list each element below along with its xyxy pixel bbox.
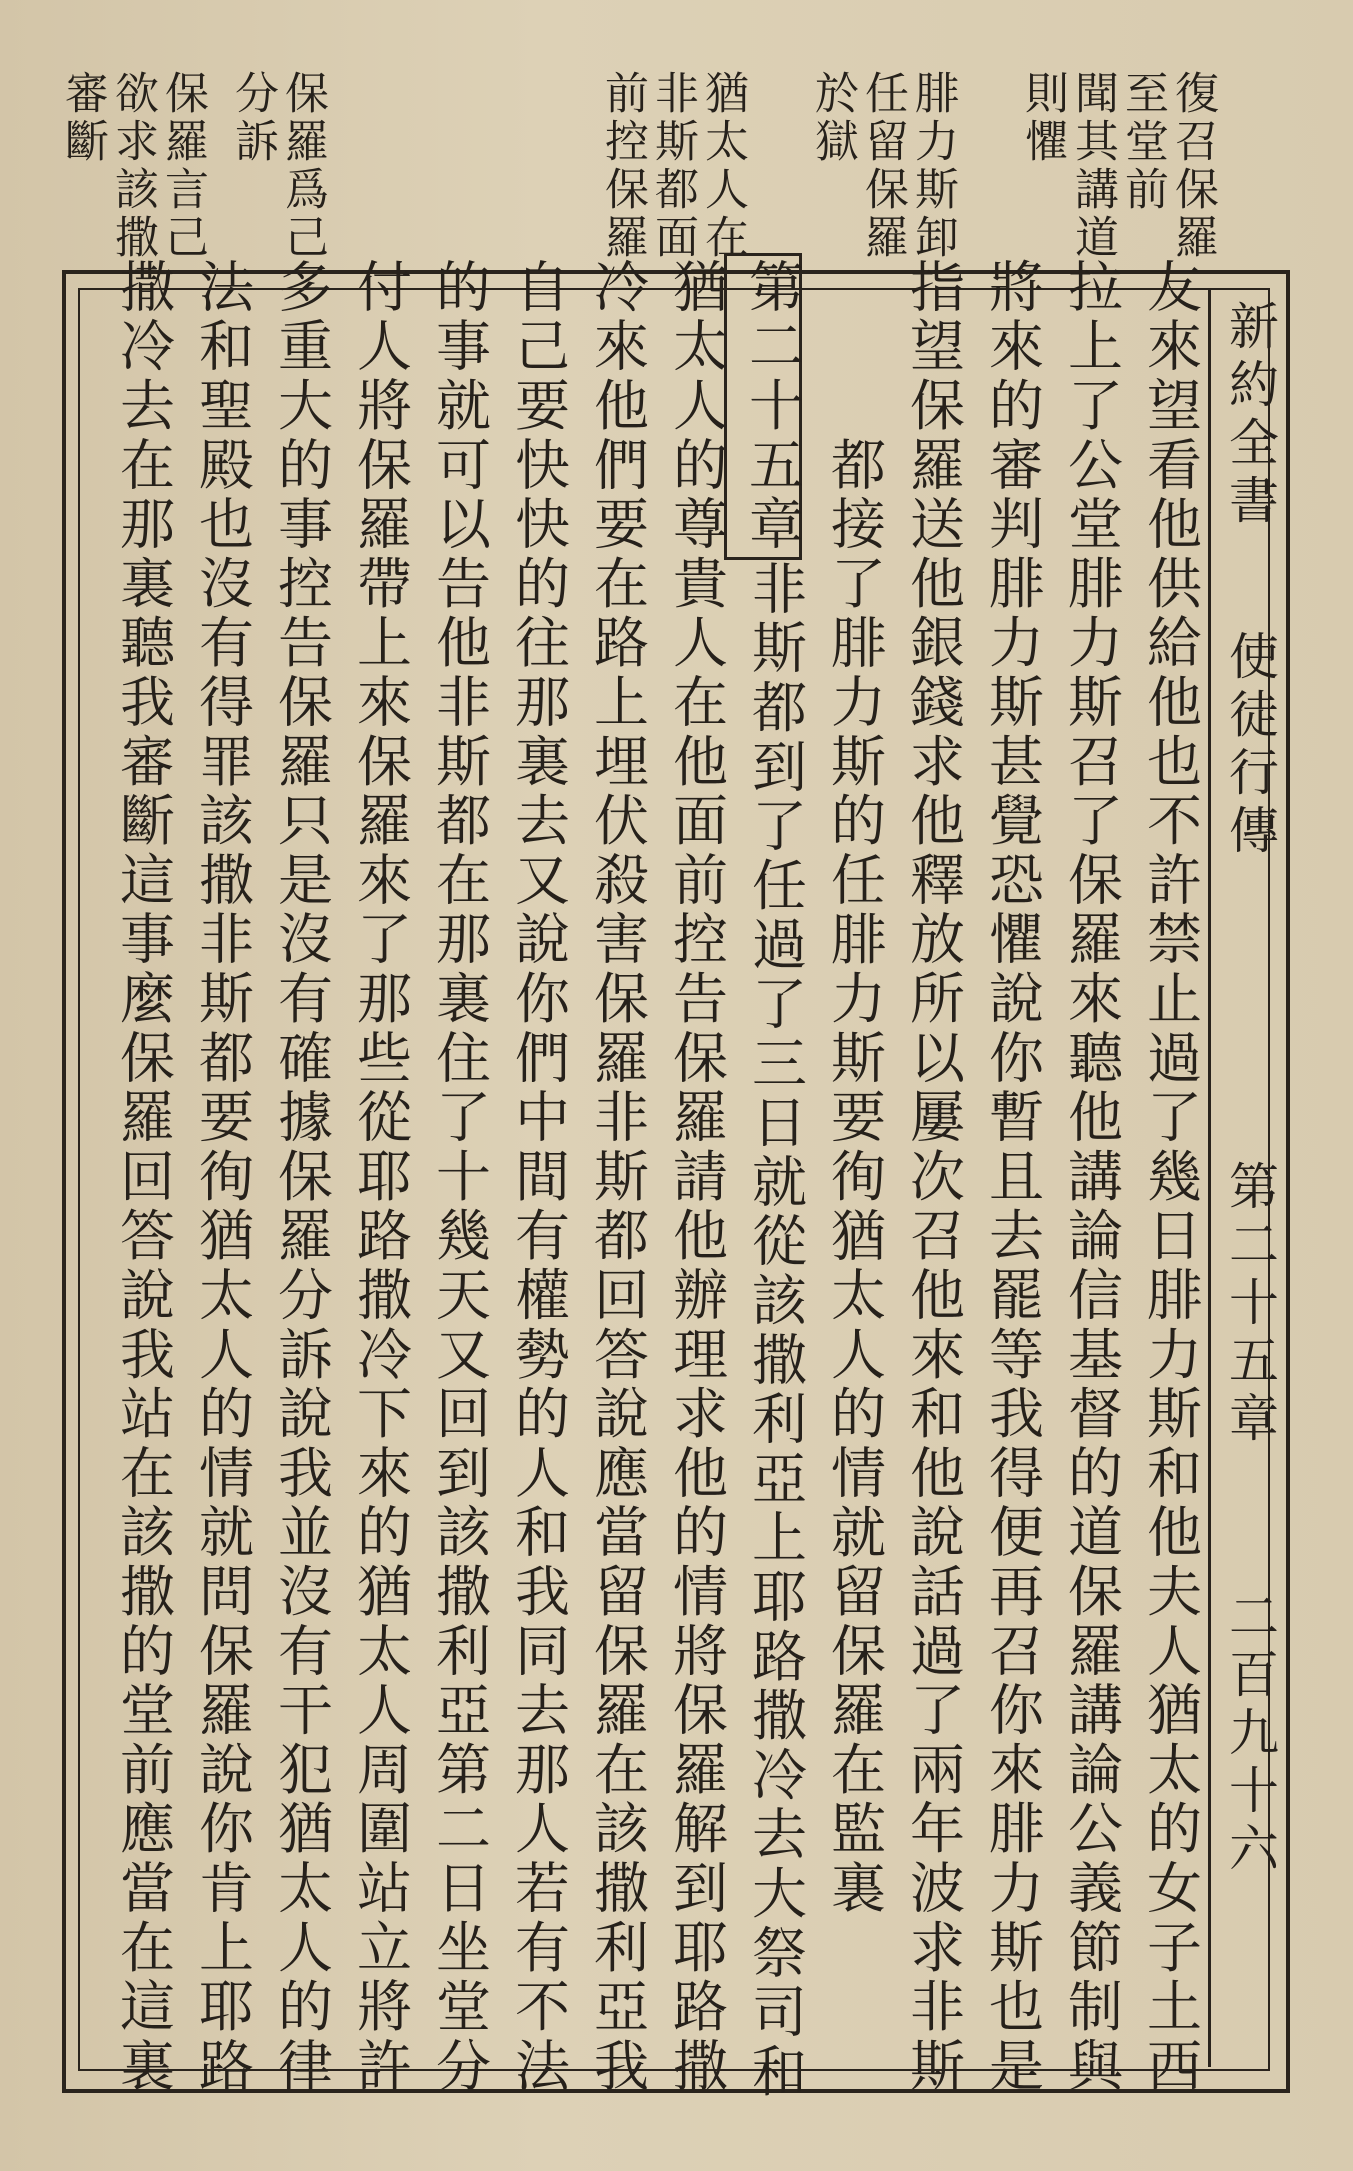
text-line: 冷來他們要在路上埋伏殺害保羅非斯都回答說應當留保羅在該撒利亞我	[585, 258, 649, 2097]
header-divider	[1208, 288, 1211, 2067]
headnote-3	[597, 70, 748, 262]
text-line: 友來望看他供給他也不許禁止過了幾日腓力斯和他夫人猶太的女子土西	[1138, 258, 1202, 2097]
headnote-1-col: 復召保羅	[1167, 70, 1218, 262]
chapter-heading: 第二十五章	[724, 253, 802, 560]
headnote-2-col: 腓力斯卸	[907, 70, 958, 262]
headnote-3-col: 猶太人在	[697, 70, 748, 262]
page-number: 二百九十六	[1221, 1590, 1279, 1880]
headnote-4	[227, 70, 328, 262]
headnote-1-col: 至堂前	[1117, 70, 1168, 214]
text-line: 拉上了公堂腓力斯召了保羅來聽他講論信基督的道保羅講論公義節制與	[1059, 258, 1123, 2097]
headnote-5-col: 欲求該撒	[107, 70, 158, 262]
text-line: 自己要快快的往那裏去又說你們中間有權勢的人和我同去那人若有不法	[506, 258, 570, 2097]
headnote-5-col: 審斷	[57, 70, 108, 166]
headnote-5	[57, 70, 208, 262]
headnote-1	[1017, 70, 1218, 262]
text-line: 多重大的事控告保羅只是沒有確據保羅分訴說我並沒有干犯猶太人的律	[269, 258, 333, 2097]
text-line: 撒冷去在那裏聽我審斷這事麼保羅回答說我站在該撒的堂前應當在這裏	[111, 258, 175, 2097]
headnote-4-col: 保羅爲己	[277, 70, 328, 262]
text-line: 猶太人的尊貴人在他面前控告保羅請他辦理求他的情將保羅解到耶路撒	[664, 258, 728, 2097]
text-line: 指望保羅送他銀錢求他釋放所以屢次召他來和他說話過了兩年波求非斯	[901, 258, 965, 2097]
headnote-4-col: 分訴	[227, 70, 278, 166]
headnote-5-col: 保羅言己	[157, 70, 208, 262]
text-line-rest: 非斯都到了任過了三日就從該撒利亞上耶路撒冷去大祭司和	[743, 559, 807, 2102]
headnote-3-col: 前控保羅	[597, 70, 648, 262]
headnote-3-col: 非斯都面	[647, 70, 698, 262]
body-text	[92, 258, 1202, 2102]
headnotes	[57, 70, 1218, 270]
text-line: 都接了腓力斯的任腓力斯要徇猶太人的情就留保羅在監裏	[822, 436, 886, 1919]
book-title: 新約全書	[1221, 300, 1279, 532]
headnote-1-col: 聞其講道	[1067, 70, 1118, 262]
text-line: 付人將保羅帶上來保羅來了那些從耶路撒冷下來的猶太人周圍站立將許	[348, 258, 412, 2097]
headnote-2	[807, 70, 958, 262]
text-line: 將來的審判腓力斯甚覺恐懼說你暫且去罷等我得便再召你來腓力斯也是	[980, 258, 1044, 2097]
running-header	[1221, 300, 1295, 2050]
text-line: 法和聖殿也沒有得罪該撒非斯都要徇猶太人的情就問保羅說你肯上耶路	[190, 258, 254, 2097]
chapter-label: 第二十五章	[1221, 1160, 1279, 1450]
headnote-1-col: 則懼	[1017, 70, 1068, 166]
text-line-chapter-start	[724, 258, 807, 2102]
headnote-2-col: 於獄	[807, 70, 858, 166]
book-name: 使徒行傳	[1221, 630, 1279, 862]
text-line: 的事就可以告他非斯都在那裏住了十幾天又回到該撒利亞第二日坐堂分	[427, 258, 491, 2097]
headnote-2-col: 任留保羅	[857, 70, 908, 262]
